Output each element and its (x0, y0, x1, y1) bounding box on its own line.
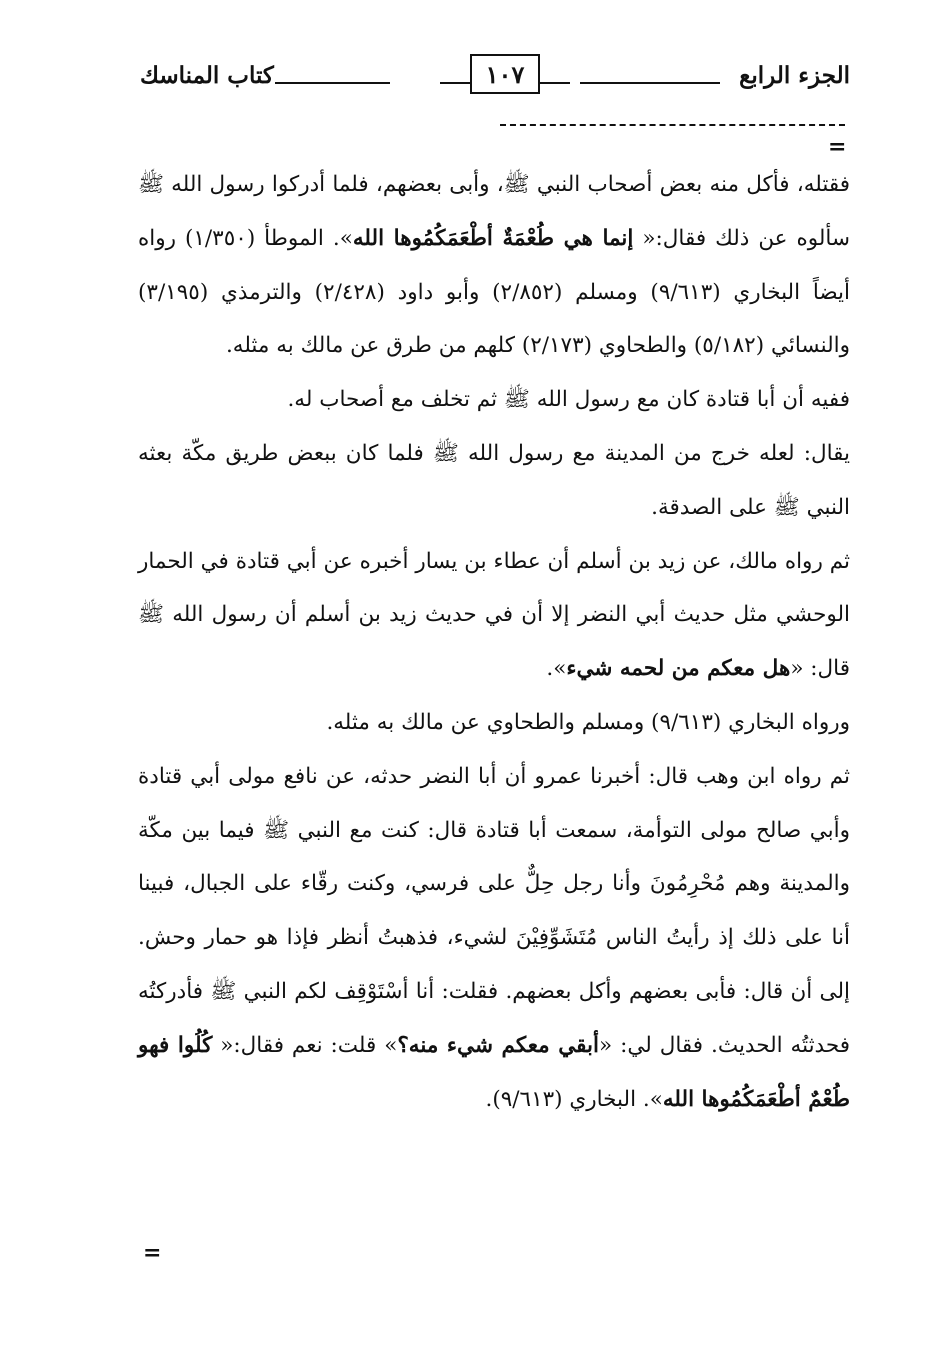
running-header (140, 52, 850, 98)
continuation-mark-top: = (828, 134, 847, 160)
page-number: ١٠٧ (470, 54, 540, 94)
text-run: ثم رواه ابن وهب قال: أخبرنا عمرو أن أبا النضر حدثه، عن نافع مولى أبي قتادة وأبي صالح مولى التوأمة، سمعت أبا قتادة قال: كنت مع النبي ﷺ فيما بين مكّة والمدينة وهم مُحْرِمُونَ وأنا رجل حِلٌّ على فرسي، وكنت رقّاء على الجبال، فبينا أنا على ذلك إذ رأيتُ الناس مُتَشَوِّفِيْنَ لشيء، فذهبتُ أنظر فإذا هو حمار وحش. إلى أن قال: فأبى بعضهم وأكل بعضهم. فقلت: أنا أسْتَوْقِف لكم النبي ﷺ فأدركتُه فحدثتُه الحديث. فقال لي: « (138, 763, 850, 1058)
paragraph (138, 535, 850, 696)
text-run: ففيه أن أبا قتادة كان مع رسول الله ﷺ ثم تخلف مع أصحاب له. (287, 387, 850, 413)
paragraph (138, 750, 850, 1127)
text-run: » قلت: نعم فقال:« (212, 1032, 398, 1058)
text-run: ». (546, 656, 567, 682)
text-run: ورواه البخاري (٩/٦١٣) ومسلم والطحاوي عن مالك به مثله. (326, 709, 850, 735)
text-run: ». البخاري (٩/٦١٣). (485, 1086, 663, 1112)
text-run: فقتله، فأكل منه بعض أصحاب النبي ﷺ، وأبى بعضهم، فلما أدركوا رسول الله ﷺ سألوه عن ذلك فقال:« (138, 172, 850, 251)
header-rule (580, 82, 720, 84)
text-run: ثم رواه مالك، عن زيد بن أسلم أن عطاء بن يسار أخبره عن أبي قتادة في الحمار الوحشي مثل حديث أبي النضر إلا أن في حديث زيد بن أسلم أن رسول الله ﷺ قال: « (138, 548, 850, 682)
continuation-mark-bottom: = (143, 1240, 162, 1266)
hadith-quote: كُلُوا فهو طُعْمٌ أطْعَمَكُمُوها الله (138, 1032, 850, 1112)
header-rule (540, 82, 570, 84)
text-run: يقال: لعله خرج من المدينة مع رسول الله ﷺ فلما كان ببعض طريق مكّة بعثه النبي ﷺ على الصدقة. (138, 440, 850, 520)
header-part-title: الجزء الرابع (739, 62, 850, 89)
paragraph (138, 696, 850, 750)
hadith-quote: إنما هي طُعْمَةٌ أطْعَمَكُمُوها الله (352, 225, 634, 251)
header-rule (440, 82, 470, 84)
text-run: ». الموطأ (١/٣٥٠) رواه أيضاً البخاري (٩/٦١٣) ومسلم (٢/٨٥٢) وأبو داود (٢/٤٢٨) والترمذي (٣/١٩٥) والنسائي (٥/١٨٢) والطحاوي (٢/١٧٣) كلهم من طرق عن مالك به مثله. (138, 225, 851, 359)
dashed-separator (500, 124, 845, 126)
paragraph (138, 158, 850, 373)
paragraph (138, 427, 850, 535)
paragraph (138, 373, 850, 427)
header-rule (275, 82, 390, 84)
hadith-quote: هل معكم من لحمه شيء (566, 656, 791, 682)
hadith-quote: أبقي معكم شيء منه؟ (397, 1032, 599, 1058)
main-text (138, 158, 850, 1126)
header-book-title: كتاب المناسك (140, 62, 274, 89)
